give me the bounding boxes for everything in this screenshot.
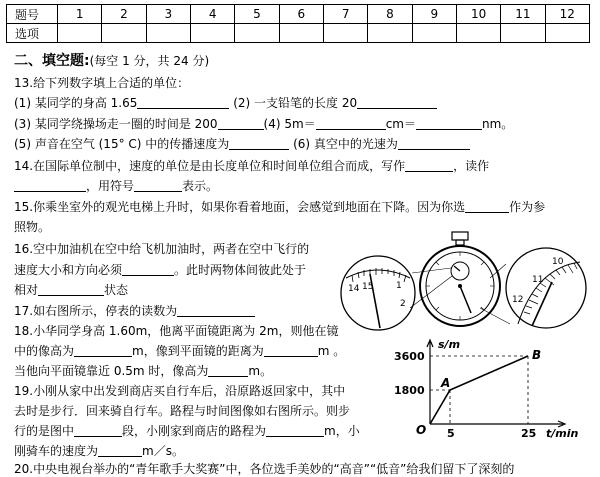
table-cell: 7	[323, 5, 367, 24]
q13-4-unit-nm: nm。	[481, 117, 514, 131]
stopwatch-stem-icon	[456, 240, 464, 245]
q13-2-text: (2) 一支铅笔的长度 20	[233, 96, 358, 110]
answer-cell[interactable]	[412, 24, 456, 43]
q19-text-c: 行的是图中	[14, 424, 75, 438]
answer-blank[interactable]	[122, 263, 174, 276]
section-note: (每空 1 分，共 24 分)	[89, 54, 210, 68]
question-13-line-1	[14, 95, 437, 111]
table-cell: 6	[279, 5, 323, 24]
q18-text-d: m 。	[317, 344, 346, 358]
small-dial-hand	[454, 266, 460, 271]
q17-text: 17.如右图所示，停表的读数为	[14, 304, 178, 318]
magnified-big-dial-icon	[506, 248, 586, 328]
q16-text-e: 状态	[104, 283, 129, 297]
table-cell: 4	[190, 5, 234, 24]
answer-blank[interactable]	[405, 159, 453, 172]
question-19-line-3	[14, 423, 360, 439]
question-16-line-3	[14, 282, 128, 298]
answer-blank[interactable]	[38, 283, 104, 296]
small-dial-label: 1	[396, 281, 402, 291]
answer-cell[interactable]	[501, 24, 545, 43]
table-row	[7, 5, 590, 24]
answer-cell[interactable]	[235, 24, 279, 43]
answer-cell[interactable]	[146, 24, 190, 43]
answer-cell[interactable]	[323, 24, 367, 43]
q16-text-b: 速度大小和方向必须	[14, 263, 123, 277]
q13-4-text: (4) 5m＝	[263, 117, 316, 131]
table-cell: 1	[58, 5, 102, 24]
question-13: 13.给下列数字填上合适的单位：	[14, 76, 190, 90]
table-cell: 12	[545, 5, 589, 24]
answer-blank[interactable]	[98, 444, 142, 457]
table-header-option: 选项	[7, 24, 58, 43]
question-14-line-1	[14, 158, 489, 174]
question-19-line-4	[14, 443, 184, 459]
answer-blank[interactable]	[266, 424, 324, 437]
table-cell: 8	[368, 5, 412, 24]
question-16-line-1: 16.空中加油机在空中给飞机加油时，两者在空中飞行的	[14, 242, 310, 256]
question-14-line-2	[14, 178, 218, 194]
answer-cell[interactable]	[58, 24, 102, 43]
answer-cell[interactable]	[102, 24, 146, 43]
table-cell: 10	[456, 5, 500, 24]
q13-6-text: (6) 真空中的光速为	[293, 137, 398, 151]
table-cell: 2	[102, 5, 146, 24]
answer-blank[interactable]	[177, 304, 255, 317]
table-cell: 11	[501, 5, 545, 24]
question-18-line-2	[14, 343, 345, 359]
answer-blank[interactable]	[74, 424, 122, 437]
y-tick-label: 1800	[394, 384, 425, 397]
q13-5-text: (5) 声音在空气 (15° C) 中的传播速度为	[14, 137, 230, 151]
table-cell: 3	[146, 5, 190, 24]
main-hand	[460, 286, 471, 313]
question-13-line-3	[14, 136, 470, 152]
x-unit-label: t/min	[546, 427, 579, 440]
question-13-line-2	[14, 116, 513, 132]
table-row	[7, 24, 590, 43]
hand-pivot-icon	[458, 284, 462, 288]
answer-blank[interactable]	[264, 344, 318, 357]
answer-blank[interactable]	[208, 364, 248, 377]
q13-1-text: (1) 某同学的身高 1.65	[14, 96, 138, 110]
connector-line	[412, 268, 451, 273]
q15-text-b: 作为参	[509, 200, 546, 214]
question-18-line-1: 18.小华同学身高 1.60m，他离平面镜距离为 2m，则他在镜	[14, 324, 339, 338]
q19-text-g: m／s。	[142, 444, 184, 458]
big-dial-label: 10	[552, 257, 564, 267]
q18-text-e: 当他向平面镜靠近 0.5m 时，像高为	[14, 364, 209, 378]
q19-text-e: m，小	[324, 424, 360, 438]
q19-text-f: 刚骑车的速度为	[14, 444, 99, 458]
x-tick-label: 5	[447, 427, 455, 440]
small-dial-label: 14	[348, 284, 360, 294]
x-tick-label: 25	[521, 427, 537, 440]
q13-4-unit-cm: cm＝	[385, 117, 416, 131]
q15-text-a: 15.你乘坐室外的观光电梯上升时，如果你看着地面，会感觉到地面在下降。因为你选	[14, 200, 466, 214]
question-20: 20.中央电视台举办的“青年歌手大奖赛”中，各位选手美妙的“高音”“低音”给我们留下了深刻的	[14, 462, 515, 476]
answer-cell[interactable]	[279, 24, 323, 43]
answer-blank[interactable]	[218, 117, 264, 130]
point-a-label: A	[441, 376, 451, 390]
y-unit-label: s/m	[438, 338, 461, 351]
q18-text-b: 中的像高为	[14, 344, 75, 358]
answer-blank[interactable]	[137, 96, 229, 109]
question-15-line-1	[14, 199, 545, 215]
answer-cell[interactable]	[456, 24, 500, 43]
answer-blank[interactable]	[74, 344, 132, 357]
question-19-line-1: 19.小刚从家中出发到商店买自行车后，沿原路返回家中，其中	[14, 384, 346, 398]
small-dial-label: 2	[400, 299, 406, 309]
q19-text-d: 段，小刚家到商店的路程为	[122, 424, 267, 438]
question-17	[14, 303, 255, 319]
question-16-line-2	[14, 262, 306, 278]
stopwatch-button-icon	[452, 232, 468, 240]
small-dial-label: 15	[362, 282, 374, 292]
answer-blank[interactable]	[229, 137, 289, 150]
question-15-line-2: 照物。	[14, 220, 51, 234]
answer-cell[interactable]	[545, 24, 589, 43]
q18-text-f: m。	[248, 364, 273, 378]
point-b-label: B	[532, 348, 542, 362]
answer-blank[interactable]	[416, 117, 482, 130]
big-dial-label: 12	[512, 295, 524, 305]
question-18-line-3	[14, 363, 272, 379]
question-19-line-2: 去时是步行．回来骑自行车。路程与时间图像如右图所示。则步	[14, 404, 351, 418]
q14-text-d: 表示。	[182, 179, 219, 193]
answer-blank[interactable]	[398, 137, 470, 150]
answer-blank[interactable]	[134, 179, 182, 192]
q13-3-text: (3) 某同学绕操场走一圈的时间是 200	[14, 117, 218, 131]
origin-label: O	[416, 423, 427, 437]
q14-text-a: 14.在国际单位制中，速度的单位是由长度单位和时间单位组合而成，写作	[14, 159, 406, 173]
connector-line	[480, 308, 510, 324]
q14-text-b: ，读作	[453, 159, 490, 173]
section-title	[14, 53, 209, 69]
answer-cell[interactable]	[368, 24, 412, 43]
answer-blank[interactable]	[465, 200, 509, 213]
table-header-number: 题号	[7, 5, 58, 24]
big-dial-label: 11	[532, 275, 544, 285]
section-title-text: 二、填空题:	[14, 53, 90, 69]
y-tick-label: 3600	[394, 350, 425, 363]
answer-table	[6, 4, 590, 43]
table-cell: 9	[412, 5, 456, 24]
table-cell: 5	[235, 5, 279, 24]
q18-text-c: m，像到平面镜的距离为	[132, 344, 264, 358]
stopwatch-figure	[340, 228, 590, 343]
answer-blank[interactable]	[357, 96, 437, 109]
q16-text-d: 相对	[14, 283, 39, 297]
answer-blank[interactable]	[14, 179, 86, 192]
answer-cell[interactable]	[190, 24, 234, 43]
answer-blank[interactable]	[316, 117, 386, 130]
q14-text-c: ，用符号	[86, 179, 135, 193]
q16-text-c: 。此时两物体间彼此处于	[174, 263, 307, 277]
distance-time-graph	[378, 336, 590, 444]
